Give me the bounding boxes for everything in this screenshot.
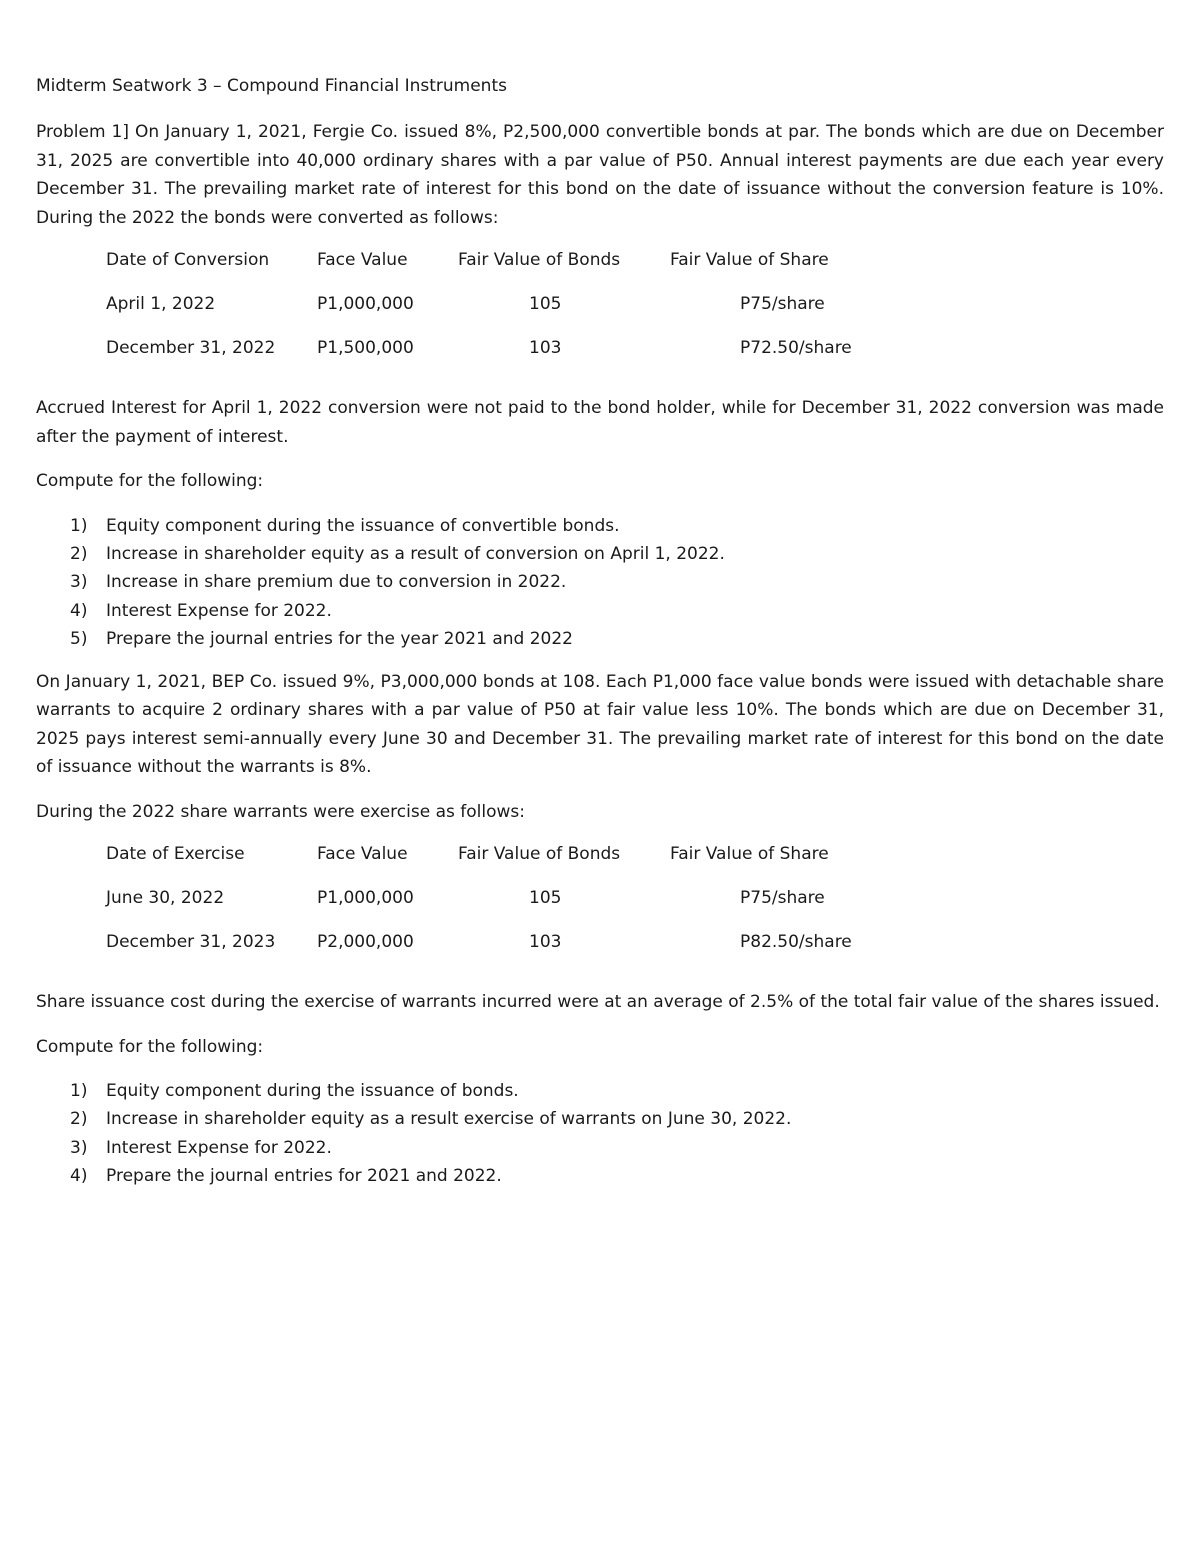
header-date: Date of Conversion xyxy=(106,250,270,270)
item-text: Equity component during the issuance of bonds. xyxy=(106,1081,519,1102)
item-number: 5) xyxy=(70,629,88,650)
header-fair-value-share: Fair Value of Share xyxy=(670,250,829,270)
header-face-value: Face Value xyxy=(317,844,408,865)
list-item xyxy=(36,597,1164,625)
cell-fair-value-bonds: 105 xyxy=(529,294,562,314)
item-number: 1) xyxy=(70,1081,88,1102)
problem1-intro: Problem 1] On January 1, 2021, Fergie Co. issued 8%, P2,500,000 convertible bonds at par. The bonds which are due on December 31, 2025 are convertible into 40,000 ordinary shares with a par value of P50. Annual interest payments are due each year every December 31. The prevailing market rate of interest for this bond on the date of issuance without the conversion feature is 10%. During the 2022 the bonds were converted as follows: xyxy=(36,122,1164,228)
cell-date: June 30, 2022 xyxy=(106,888,225,909)
table-row xyxy=(106,930,970,974)
table-row xyxy=(106,292,970,336)
header-face-value: Face Value xyxy=(317,250,408,270)
cell-fair-value-share: P75/share xyxy=(740,294,825,314)
table-header-row xyxy=(106,842,970,886)
problem1-compute-label: Compute for the following: xyxy=(36,471,264,491)
list-item xyxy=(36,1134,1164,1162)
item-number: 2) xyxy=(70,1109,88,1130)
problem1-question-list xyxy=(36,512,1164,654)
problem2-exercise-intro: During the 2022 share warrants were exercise as follows: xyxy=(36,801,525,822)
header-fair-value-share: Fair Value of Share xyxy=(670,844,829,865)
cell-fair-value-bonds: 103 xyxy=(529,932,562,953)
list-item xyxy=(36,625,1164,653)
item-text: Increase in shareholder equity as a result exercise of warrants on June 30, 2022. xyxy=(106,1109,792,1130)
table-row xyxy=(106,336,970,380)
cell-face-value: P2,000,000 xyxy=(317,932,414,953)
list-item xyxy=(36,1105,1164,1133)
cell-face-value: P1,000,000 xyxy=(317,294,414,314)
cell-fair-value-bonds: 103 xyxy=(529,338,562,358)
problem2-intro: On January 1, 2021, BEP Co. issued 9%, P3,000,000 bonds at 108. Each P1,000 face value bonds were issued with detachable share warrants to acquire 2 ordinary shares with a par value of P50 at fair value less 10%. The bonds which are due on December 31, 2025 pays interest semi-annually every June 30 and December 31. The prevailing market rate of interest for this bond on the date of issuance without the warrants is 8%. xyxy=(36,671,1164,778)
cell-date: December 31, 2022 xyxy=(106,338,276,358)
cell-face-value: P1,500,000 xyxy=(317,338,414,358)
item-text: Equity component during the issuance of convertible bonds. xyxy=(106,515,620,536)
list-item xyxy=(36,512,1164,540)
document-title: Midterm Seatwork 3 – Compound Financial Instruments xyxy=(36,76,507,96)
table-header-row xyxy=(106,248,970,292)
cell-fair-value-share: P82.50/share xyxy=(740,932,852,953)
problem2-compute-label: Compute for the following: xyxy=(36,1036,264,1057)
exercise-table xyxy=(106,842,970,974)
item-number: 4) xyxy=(70,1166,88,1187)
item-text: Prepare the journal entries for 2021 and 2022. xyxy=(106,1166,502,1187)
item-text: Increase in share premium due to conversion in 2022. xyxy=(106,572,567,593)
problem2-question-list xyxy=(36,1077,1164,1191)
cell-fair-value-share: P75/share xyxy=(740,888,825,909)
item-number: 4) xyxy=(70,600,88,621)
cell-date: April 1, 2022 xyxy=(106,294,216,314)
list-item xyxy=(36,1077,1164,1105)
list-item xyxy=(36,1162,1164,1190)
problem1-note: Accrued Interest for April 1, 2022 conversion were not paid to the bond holder, while for December 31, 2022 conversion was made after the payment of interest. xyxy=(36,398,1164,447)
cell-fair-value-bonds: 105 xyxy=(529,888,562,909)
header-date: Date of Exercise xyxy=(106,844,245,865)
list-item xyxy=(36,540,1164,568)
header-fair-value-bonds: Fair Value of Bonds xyxy=(458,844,621,865)
item-text: Interest Expense for 2022. xyxy=(106,600,332,621)
cell-date: December 31, 2023 xyxy=(106,932,276,953)
item-number: 3) xyxy=(70,1137,88,1158)
item-text: Prepare the journal entries for the year 2021 and 2022 xyxy=(106,629,573,650)
table-row xyxy=(106,886,970,930)
cell-fair-value-share: P72.50/share xyxy=(740,338,852,358)
item-number: 2) xyxy=(70,543,88,564)
cell-face-value: P1,000,000 xyxy=(317,888,414,909)
problem2-note: Share issuance cost during the exercise of warrants incurred were at an average of 2.5% of the total fair value of the shares issued. xyxy=(36,992,1160,1013)
list-item xyxy=(36,568,1164,596)
header-fair-value-bonds: Fair Value of Bonds xyxy=(458,250,621,270)
item-text: Increase in shareholder equity as a result of conversion on April 1, 2022. xyxy=(106,543,725,564)
conversion-table xyxy=(106,248,970,380)
item-text: Interest Expense for 2022. xyxy=(106,1137,332,1158)
item-number: 1) xyxy=(70,515,88,536)
item-number: 3) xyxy=(70,572,88,593)
document-page xyxy=(36,72,1164,1205)
